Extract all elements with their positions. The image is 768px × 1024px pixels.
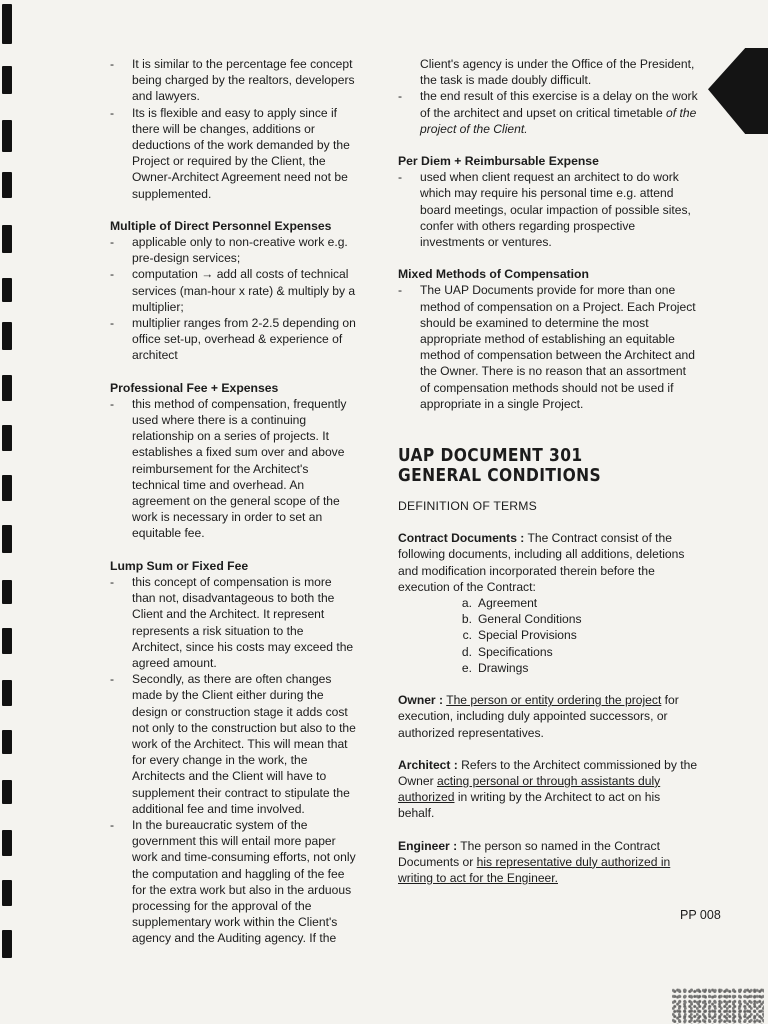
bullet-text: In the bureaucratic system of the government this will entail more paper work and time-consuming efforts, not only the computation and haggling of the fee for the extra work but also in the arduous processing for the approval of the supplementary work within the Client's agency and the Auditing agency. If the [132, 817, 356, 946]
underlined-text: The person or entity ordering the project [446, 693, 662, 708]
list-item: - this method of compensation, frequently used where there is a continuing relationship on a series of projects. It establishes a fixed sum over and above reimbursement for the Architect's technical time and overhead. An agreement on the general scope of the work is necessary in order to set an equitable fee. [110, 396, 356, 542]
list-item: - In the bureaucratic system of the government this will entail more paper work and time-consuming efforts, not only the computation and haggling of the fee for the extra work but also in the arduous processing for the approval of the supplementary work within the Client's agency and the Auditing agency. If the [110, 817, 356, 946]
binding-mark [2, 730, 12, 754]
binding-mark [2, 278, 12, 302]
definition-contract-documents [398, 530, 698, 595]
definition-architect: Architect : Refers to the Architect commissioned by the Owner acting personal or through assistants duly authorized in writing by the Architect to act on his behalf. [398, 757, 698, 821]
binding-mark [2, 225, 12, 253]
scan-noise [672, 988, 764, 1024]
definition-owner: Owner : The person or entity ordering the project for execution, including duly appointed successors, or authorized representatives. [398, 693, 679, 740]
term-text: The Contract consist of the following documents, including all additions, deletions and modification incorporated therein before the execution of the Contract: [398, 531, 685, 594]
bullet-text-italic: of the project of the Client. [420, 105, 697, 136]
term-label: Owner : [398, 693, 444, 708]
list-item: c. Special Provisions [462, 628, 577, 643]
term-label: Engineer : [398, 838, 458, 853]
section-heading: Professional Fee + Expenses [110, 380, 279, 395]
bullet-text: multiplier ranges from 2-2.5 depending on office set-up, overhead & experience of architect [132, 316, 356, 363]
binding-mark [2, 172, 12, 198]
section-heading: Lump Sum or Fixed Fee [110, 558, 249, 573]
bullet-text: Secondly, as there are often changes made by the Client either during the design or construction stage it adds cost not only to the construction but also to the work of the Architect. This will mean that for every change in the work, the Architects and the Client will have to supplement their contract to stipulate the additional fee and time involved. [132, 672, 356, 816]
list-item: - used when client request an architect to do work which may require his personal time e.g. attend board meetings, ocular impaction of possible sites, confer with others regarding prospective investments or ventures. [398, 169, 698, 250]
bullet-text: Its is flexible and easy to apply since if there will be changes, additions or deductions of the work demanded by the Project or required by the Client, the Owner-Architect Agreement need not be supplemented. [132, 105, 350, 201]
binding-mark [2, 425, 12, 451]
right-column [398, 56, 698, 886]
list-item: a. Agreement [461, 596, 538, 611]
list-item: - applicable only to non-creative work e.g. pre-design services; [110, 234, 356, 266]
document-title: UAP DOCUMENT 301 [398, 445, 583, 466]
list-item: - Secondly, as there are often changes made by the Client either during the design or construction stage it adds cost not only to the construction but also to the work of the Architect. This will mean that for every change in the work, the Architects and the Client will have to supplement their contract to stipulate the additional fee and time involved. [110, 672, 356, 816]
term-label: Architect : [398, 757, 458, 772]
bullet-text: computation → add all costs of technical services (man-hour x rate) & multiply by a multiplier; [132, 267, 356, 314]
binding-mark [2, 322, 12, 350]
binding-mark [2, 930, 12, 958]
list-item: - computation → add all costs of technical services (man-hour x rate) & multiply by a multiplier; [110, 267, 356, 314]
section-heading: Mixed Methods of Compensation [398, 267, 589, 282]
list-item: - It is similar to the percentage fee concept being charged by the realtors, developers and lawyers. [110, 57, 355, 104]
left-column [110, 56, 356, 947]
binding-mark [2, 830, 12, 856]
binding-mark [2, 680, 12, 706]
definition-engineer: Engineer : The person so named in the Contract Documents or his representative duly authorized in writing to act for the Engineer. [398, 838, 671, 885]
bullet-text: used when client request an architect to do work which may require his personal time e.g. attend board meetings, ocular impaction of possible sites, confer with others regarding prospective investments or ventures. [420, 170, 691, 250]
section-heading: Multiple of Direct Personnel Expenses [110, 218, 332, 233]
list-item: - The UAP Documents provide for more than one method of compensation on a Project. Each Project should be examined to determine the most appropriate method of establishing an equitable method of compensation between the Architect and the Owner. There is no reason that an assortment of compensation methods should not be used if appropriate in a single Project. [398, 282, 698, 412]
definitions-heading: DEFINITION OF TERMS [398, 499, 537, 514]
binding-mark [2, 66, 12, 94]
list-item: - this concept of compensation is more than not, disadvantageous to both the Client and the Architect. It represent represents a risk situation to the Architect, since his costs may exceed the agreed amount. [110, 574, 356, 671]
binding-mark [2, 780, 12, 804]
continuation-text: Client's agency is under the Office of the President, the task is made doubly difficult. [420, 57, 695, 88]
underlined-text: acting personal or through assistants duly authorized [398, 773, 661, 805]
underlined-text: his representative duly authorized in writing to act for the Engineer. [398, 854, 671, 885]
term-label: Contract Documents : [398, 531, 525, 546]
page-corner-tab [708, 48, 768, 134]
bullet-text: applicable only to non-creative work e.g. pre-design services; [132, 235, 348, 266]
binding-mark [2, 120, 12, 152]
list-item: - multiplier ranges from 2-2.5 depending on office set-up, overhead & experience of architect [110, 316, 356, 363]
binding-mark [2, 525, 12, 553]
binding-mark [2, 580, 12, 604]
bullet-text: the end result of this exercise is a delay on the work of the architect and upset on critical timetable [420, 89, 698, 120]
bullet-text: The UAP Documents provide for more than one method of compensation on a Project. Each Project should be examined to determine the most appropriate method of establishing an equitable method of compensation between the Architect and the Owner. There is no reason that an assortment of compensation methods should not be used if appropriate in a single Project. [420, 283, 696, 411]
binding-mark [2, 4, 12, 44]
page-number: PP 008 [680, 908, 721, 922]
list-item: e. Drawings [461, 660, 529, 675]
binding-mark [2, 375, 12, 401]
section-heading: Per Diem + Reimbursable Expense [398, 154, 599, 169]
binding-mark [2, 628, 12, 654]
bullet-text: It is similar to the percentage fee concept being charged by the realtors, developers and lawyers. [132, 57, 355, 104]
binding-mark [2, 475, 12, 501]
bullet-text: this method of compensation, frequently used where there is a continuing relationship on a series of projects. It establishes a fixed sum over and above reimbursement for the Architect's technical time and overhead. An agreement on the general scope of the work is necessary in order to set an equitable fee. [132, 396, 347, 541]
list-item: d. Specifications [461, 644, 553, 659]
document-subtitle: GENERAL CONDITIONS [398, 465, 602, 486]
binding-mark [2, 880, 12, 906]
list-item: b. General Conditions [461, 612, 582, 627]
list-item: - the end result of this exercise is a delay on the work of the architect and upset on critical timetable of the project of the Client. [398, 89, 698, 136]
list-item: - Its is flexible and easy to apply since if there will be changes, additions or deductions of the work demanded by the Project or required by the Client, the Owner-Architect Agreement need not be supplemented. [110, 105, 356, 202]
bullet-text: this concept of compensation is more than not, disadvantageous to both the Client and the Architect. It represent represents a risk situation to the Architect, since his costs may exceed the agreed amount. [132, 574, 354, 670]
